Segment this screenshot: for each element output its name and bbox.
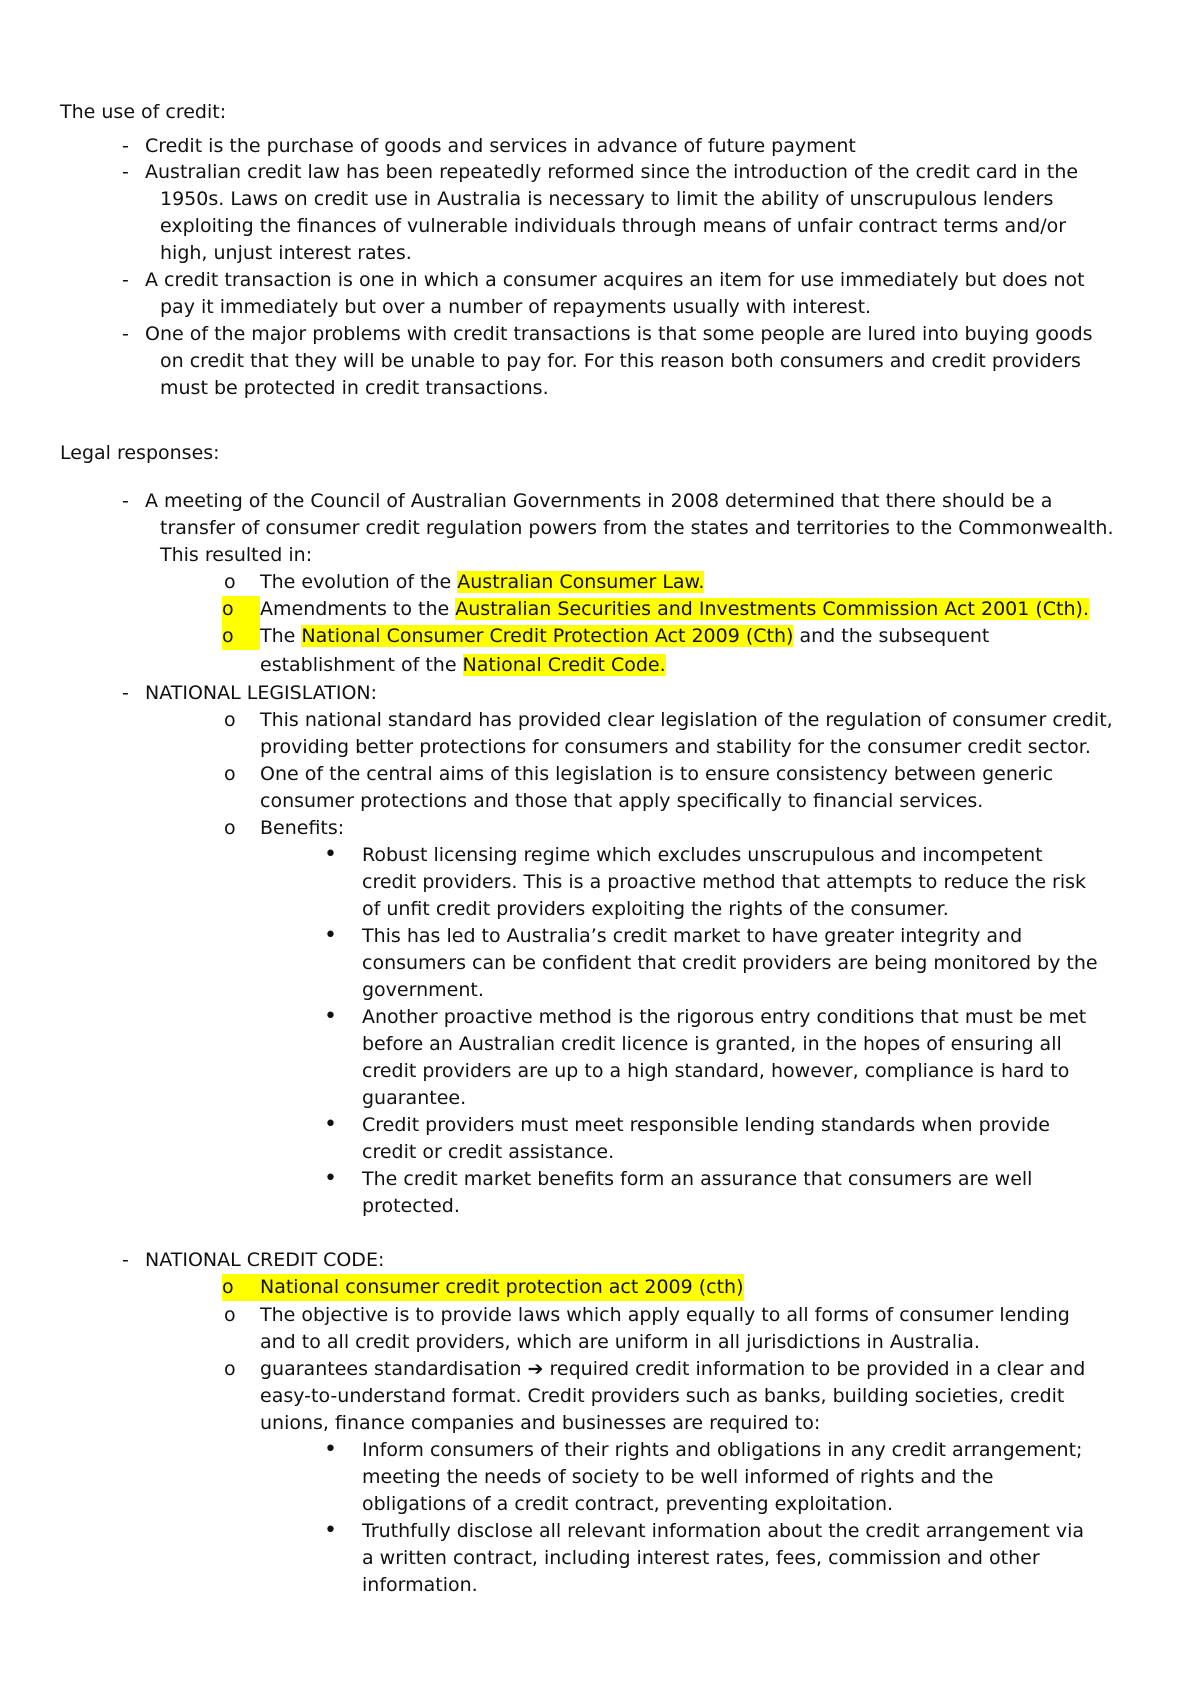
highlight-nccp-act-2009: National consumer credit protection act 2009 (cth) [260, 1274, 744, 1301]
dot-marker: • [324, 1437, 337, 1462]
dot-marker: • [324, 1112, 337, 1137]
bullet-credit-definition: Credit is the purchase of goods and services in advance of future payment [145, 135, 856, 157]
benefit-entry-conditions-line-2: before an Australian credit licence is granted, in the hopes of ensuring all [362, 1033, 1062, 1055]
nl-benefits-label: Benefits: [260, 817, 345, 839]
o-marker: o [224, 1358, 236, 1380]
o-marker-highlighted: o [222, 596, 260, 623]
ncc-standardisation-text-post: required credit information to be provided in a clear and [543, 1358, 1086, 1380]
dash-marker: - [122, 1249, 129, 1271]
result-asic-act [260, 596, 1089, 623]
requirement-inform-line-2: meeting the needs of society to be well informed of rights and the [362, 1466, 994, 1488]
ncc-standardisation-line-3: unions, finance companies and businesses are required to: [260, 1412, 821, 1434]
bullet-coag-line-1: A meeting of the Council of Australian Governments in 2008 determined that there should be a [145, 490, 1053, 512]
dot-marker: • [324, 1166, 337, 1191]
dash-marker: - [122, 161, 129, 183]
bullet-credit-law-line-3: exploiting the finances of vulnerable individuals through means of unfair contract terms and/or [160, 215, 1067, 237]
nl-aims-line-1: One of the central aims of this legislation is to ensure consistency between generic [260, 763, 1054, 785]
ncc-standardisation-line-1 [260, 1356, 1085, 1383]
benefit-integrity-line-2: consumers can be confident that credit providers are being monitored by the [362, 952, 1098, 974]
dot-marker: • [324, 1518, 337, 1543]
o-marker-highlighted: o [222, 623, 260, 650]
highlight-acl: Australian Consumer Law. [457, 571, 705, 593]
bullet-credit-transaction-line-2: pay it immediately but over a number of repayments usually with interest. [160, 296, 872, 318]
bullet-coag-line-3: This resulted in: [160, 544, 313, 566]
o-marker: o [224, 709, 236, 731]
dash-marker: - [122, 490, 129, 512]
dash-marker: - [122, 682, 129, 704]
ncc-objective-line-2: and to all credit providers, which are uniform in all jurisdictions in Australia. [260, 1331, 980, 1353]
ncc-standardisation-text: guarantees standardisation [260, 1358, 528, 1380]
o-marker-highlighted: o [222, 1274, 260, 1301]
benefit-integrity-line-3: government. [362, 979, 484, 1001]
right-arrow-icon: ➔ [527, 1358, 544, 1380]
result-asic-text: Amendments to the [260, 598, 456, 620]
result-acl-text: The evolution of the [260, 571, 458, 593]
result-ncc-establishment [260, 652, 666, 679]
bullet-credit-law-line-4: high, unjust interest rates. [160, 242, 412, 264]
dash-marker: - [122, 269, 129, 291]
bullet-major-problems-line-1: One of the major problems with credit transactions is that some people are lured into buying goods [145, 323, 1093, 345]
benefit-responsible-lending-line-2: credit or credit assistance. [362, 1141, 615, 1163]
bullet-credit-transaction-line-1: A credit transaction is one in which a consumer acquires an item for use immediately but does not [145, 269, 1085, 291]
result-nccp-act [260, 623, 989, 650]
ncc-objective-line-1: The objective is to provide laws which apply equally to all forms of consumer lending [260, 1304, 1070, 1326]
benefit-licensing-line-3: of unfit credit providers exploiting the rights of the consumer. [362, 898, 949, 920]
nl-standard-line-1: This national standard has provided clear legislation of the regulation of consumer credit, [260, 709, 1113, 731]
requirement-inform-line-3: obligations of a credit contract, preventing exploitation. [362, 1493, 894, 1515]
o-marker: o [224, 571, 236, 593]
result-ncc-text: establishment of the [260, 654, 463, 676]
benefit-entry-conditions-line-1: Another proactive method is the rigorous entry conditions that must be met [362, 1006, 1087, 1028]
bullet-major-problems-line-3: must be protected in credit transactions. [160, 377, 549, 399]
nl-aims-line-2: consumer protections and those that apply specifically to financial services. [260, 790, 984, 812]
highlight-asic-act: Australian Securities and Investments Commission Act 2001 (Cth). [455, 598, 1090, 620]
bullet-major-problems-line-2: on credit that they will be unable to pay for. For this reason both consumers and credit providers [160, 350, 1081, 372]
benefit-assurance-line-1: The credit market benefits form an assurance that consumers are well [362, 1168, 1033, 1190]
o-marker: o [224, 817, 236, 839]
dot-marker: • [324, 923, 337, 948]
benefit-licensing-line-2: credit providers. This is a proactive method that attempts to reduce the risk [362, 871, 1087, 893]
benefit-integrity-line-1: This has led to Australia’s credit market to have greater integrity and [362, 925, 1023, 947]
benefit-responsible-lending-line-1: Credit providers must meet responsible lending standards when provide [362, 1114, 1050, 1136]
heading-legal-responses: Legal responses: [60, 442, 220, 464]
result-nccp-text: The [260, 625, 302, 647]
ncc-standardisation-line-2: easy-to-understand format. Credit providers such as banks, building societies, credit [260, 1385, 1065, 1407]
requirement-disclose-line-2: a written contract, including interest rates, fees, commission and other [362, 1547, 1040, 1569]
bullet-credit-law-line-2: 1950s. Laws on credit use in Australia is necessary to limit the ability of unscrupulous lenders [160, 188, 1054, 210]
bullet-coag-line-2: transfer of consumer credit regulation powers from the states and territories to the Commonwealth. [160, 517, 1114, 539]
heading-use-of-credit: The use of credit: [60, 101, 227, 123]
dot-marker: • [324, 842, 337, 867]
highlight-nccp-act: National Consumer Credit Protection Act 2009 (Cth) [301, 625, 794, 647]
requirement-disclose-line-3: information. [362, 1574, 478, 1596]
requirement-inform-line-1: Inform consumers of their rights and obligations in any credit arrangement; [362, 1439, 1083, 1461]
dash-marker: - [122, 135, 129, 157]
result-nccp-text-post: and the subsequent [793, 625, 990, 647]
subheading-national-credit-code: NATIONAL CREDIT CODE: [145, 1249, 385, 1271]
benefit-entry-conditions-line-3: credit providers are up to a high standard, however, compliance is hard to [362, 1060, 1070, 1082]
nl-standard-line-2: providing better protections for consumers and stability for the consumer credit sector. [260, 736, 1091, 758]
dot-marker: • [324, 1004, 337, 1029]
o-marker: o [224, 763, 236, 785]
result-acl [260, 569, 704, 596]
requirement-disclose-line-1: Truthfully disclose all relevant information about the credit arrangement via [362, 1520, 1085, 1542]
o-marker: o [224, 1304, 236, 1326]
dash-marker: - [122, 323, 129, 345]
bullet-credit-law-line-1: Australian credit law has been repeatedly reformed since the introduction of the credit card in the [145, 161, 1079, 183]
benefit-assurance-line-2: protected. [362, 1195, 460, 1217]
subheading-national-legislation: NATIONAL LEGISLATION: [145, 682, 378, 704]
highlight-ncc: National Credit Code. [462, 654, 666, 676]
benefit-licensing-line-1: Robust licensing regime which excludes unscrupulous and incompetent [362, 844, 1043, 866]
benefit-entry-conditions-line-4: guarantee. [362, 1087, 467, 1109]
